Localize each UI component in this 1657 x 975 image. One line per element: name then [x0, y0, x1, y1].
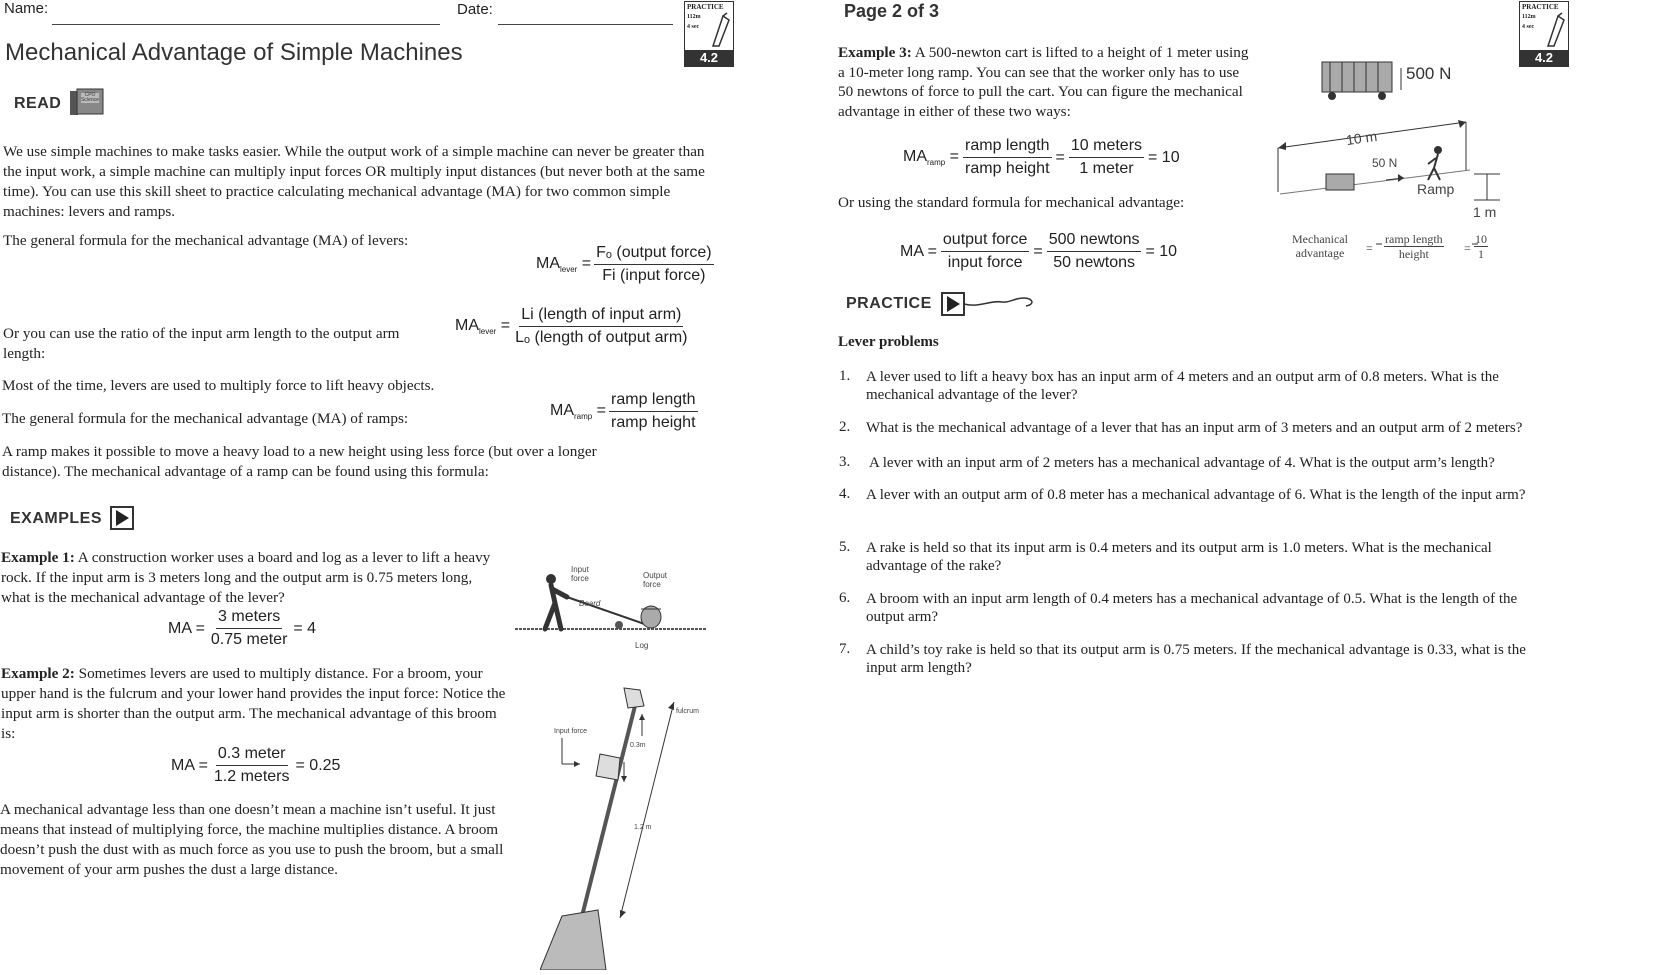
badge-practice: PRACTICE	[687, 3, 724, 11]
example3-label: Example 3:	[838, 44, 912, 61]
example3-equation1: $MA_{ramp}$ = $\frac{\text{ramp length}}{\text{ramp height}}$ = $\frac{\text{10 meters}}{\text{1 meter}}$ = 10	[903, 136, 1184, 179]
question-number: 7.	[839, 641, 851, 657]
page-title: Mechanical Advantage of Simple Machines	[5, 39, 463, 66]
f2-den: Lₒ (length of output arm)	[515, 329, 688, 346]
practice-heading: PRACTICE	[846, 295, 932, 312]
ramp-ma-label-line2: advantage	[1295, 246, 1345, 260]
ex3-eq2-num1: output force	[941, 230, 1030, 252]
name-field[interactable]	[52, 24, 440, 25]
question-number: 3.	[839, 454, 851, 470]
example1-label: Example 1:	[1, 549, 75, 566]
ramp-ma-den: height	[1398, 247, 1429, 261]
question-text: A lever used to lift a heavy box has an input arm of 4 meters and an output arm of 0.8 meters. What is the mechanical advantage of the lever?	[866, 369, 1499, 403]
ex3-eq1-den2: 1 meter	[1079, 160, 1134, 177]
ex3-eq1-num2: 10 meters	[1069, 136, 1144, 158]
broom-input-force-label: Input force	[554, 728, 588, 735]
ramp-ma-value-num: 10	[1475, 232, 1487, 246]
ex3-eq1-num1: ramp length	[963, 136, 1052, 158]
examples-heading: EXAMPLES	[10, 510, 103, 527]
ramp-ma-equals: =	[1366, 241, 1373, 255]
date-field[interactable]	[498, 24, 673, 25]
example1-equation	[168, 607, 320, 650]
ramp-length-label: 10 m	[1345, 127, 1379, 149]
broom-illustration	[540, 684, 720, 970]
ex3-eq1-sub: ramp	[927, 158, 946, 168]
question-number: 6.	[839, 590, 851, 606]
ramp-ma-num: ramp length	[1385, 232, 1443, 246]
ex3-eq2-den1: input force	[947, 254, 1023, 271]
lever-formula-intro: The general formula for the mechanical advantage (MA) of levers:	[3, 232, 409, 249]
question-text: A broom with an input arm length of 0.4 meters has a mechanical advantage of 0.5. What is the length of the output arm?	[866, 591, 1518, 625]
f2-sub: lever	[479, 327, 497, 337]
ex3-eq2-num2: 500 newtons	[1047, 230, 1142, 252]
example2-body: Sometimes levers are used to multiply distance. For a broom, your upper hand is the fulcrum and your lower hand provides the input force: Notice the input arm is shorter than the output arm. The mechanical advantage of this broom is:	[1, 665, 506, 742]
ramp-ma-value-den: 1	[1478, 247, 1484, 261]
question-number: 5.	[839, 539, 851, 555]
runner-icon-2	[1544, 12, 1566, 48]
ramp-note: A ramp makes it possible to move a heavy load to a new height using less force (but over a longer distance). The mechanical advantage of a ramp can be found using this formula:	[2, 443, 597, 480]
ex2-lhs: MA =	[171, 756, 208, 774]
f3-lhs: MA	[550, 401, 574, 419]
badge2-number: 4.2	[1520, 50, 1568, 66]
broom-fulcrum-label: fulcrum	[676, 708, 699, 715]
f1-sub: lever	[560, 265, 578, 275]
book-icon	[68, 88, 104, 116]
question-text: A lever with an input arm of 2 meters has a mechanical advantage of 4. What is the output arm’s length?	[869, 455, 1495, 471]
ramp-ma-equals-2: =	[1464, 241, 1471, 255]
date-label: Date:	[457, 1, 493, 18]
ex1-lhs: MA =	[168, 619, 205, 637]
ramp-illustration	[1270, 52, 1506, 274]
lever-input-force-label: Input force	[571, 565, 589, 583]
example1-body: A construction worker uses a board and log as a lever to lift a heavy rock. If the input arm is 3 meters long and the output arm is 0.75 meters long, what is the mechanical advantage of the lever?	[1, 549, 491, 606]
ex1-num: 3 meters	[216, 607, 282, 629]
play-arrow-icon	[110, 506, 134, 530]
example3-mid-text: Or using the standard formula for mechanical advantage:	[838, 194, 1185, 211]
question-text: A lever with an output arm of 0.8 meter has a mechanical advantage of 6. What is the length of the input arm?	[866, 487, 1526, 503]
ramp-ma-fraction	[1384, 232, 1444, 261]
question-text: What is the mechanical advantage of a lever that has an input arm of 3 meters and an output arm of 2 meters?	[866, 420, 1523, 436]
ex3-eq2-rhs: = 10	[1145, 242, 1178, 260]
f3-den: ramp height	[611, 414, 696, 431]
question-number: 1.	[839, 368, 851, 384]
badge-time: 4 sec	[687, 24, 700, 30]
question-text: A rake is held so that its input arm is 0.4 meters and its output arm is 1.0 meters. What is the mechanical advantage of the rake?	[866, 540, 1492, 574]
f2-lhs: MA	[455, 316, 479, 334]
badge2-distance: 112m	[1522, 14, 1536, 20]
ex3-eq1-lhs: MA	[903, 147, 927, 165]
ramp-ma-label	[1292, 232, 1348, 260]
ex3-eq2-lhs: MA =	[900, 242, 937, 260]
ramp-formula-intro: The general formula for the mechanical advantage (MA) of ramps:	[2, 410, 409, 427]
question-text: A child’s toy rake is held so that its output arm is 0.75 meters. If the mechanical advantage is 0.33, what is the input arm length?	[866, 642, 1526, 676]
badge2-time: 4 sec	[1522, 24, 1535, 30]
question-number: 4.	[839, 486, 851, 502]
example3-equation2: MA = $\frac{\text{output force}}{\text{input force}}$ = $\frac{\text{500 newtons}}{\text{50 newtons}}$ = 10	[900, 230, 1181, 273]
ex3-eq1-den1: ramp height	[965, 160, 1050, 177]
ramp-name-label: Ramp	[1417, 181, 1455, 197]
lever-log-label: Log	[635, 641, 649, 650]
broom-long-arm-label: 1.2 m	[634, 824, 652, 831]
read-heading: READ	[14, 95, 62, 112]
badge-number: 4.2	[685, 50, 733, 66]
f3-num: ramp length	[609, 390, 698, 412]
name-label: Name:	[4, 0, 49, 17]
intro-paragraph: We use simple machines to make tasks easier. While the output work of a simple machine can never be greater than the input work, a simple machine can multiply input forces OR multiply input distances (but never both at the same time). You can use this skill sheet to practice calculating mechanical advantage (MA) for two common simple machines: levers and ramps.	[3, 143, 705, 220]
lever-output-force-label: Output force	[643, 571, 668, 589]
practice-badge-2	[1519, 1, 1569, 67]
ramp-force-label: 50 N	[1372, 156, 1398, 170]
lever-board-label: Board	[579, 599, 601, 608]
example1-text	[1, 548, 501, 608]
example2-equation	[171, 744, 344, 787]
ramp-formula: $MA_{ramp}$ = $\frac{\text{ramp length}}{\text{ramp height}}$	[550, 391, 696, 431]
runner-icon	[709, 12, 731, 48]
f1-num: Fₒ (output force)	[594, 243, 713, 265]
question-number: 2.	[839, 419, 851, 435]
closing-paragraph: A mechanical advantage less than one doesn’t mean a machine isn’t useful. It just means that instead of multiplying force, the machine multiplies distance. A broom doesn’t push the dust with as much force as you use to push the broom, but a small movement of your arm pushes the dust a large distance.	[0, 801, 504, 878]
ex3-eq2-den2: 50 newtons	[1053, 254, 1136, 271]
levers-note: Most of the time, levers are used to multiply force to lift heavy objects.	[2, 377, 435, 394]
lever-ratio-intro: Or you can use the ratio of the input arm length to the output arm length:	[3, 325, 400, 362]
lever-illustration	[515, 563, 710, 655]
practice-badge	[684, 1, 734, 67]
lever-problems-heading: Lever problems	[838, 334, 939, 350]
ex2-rhs: = 0.25	[295, 756, 341, 774]
badge2-practice: PRACTICE	[1522, 3, 1559, 11]
lever-force-formula: $MA_{lever}$ = $\frac{\text{Fₒ (output force)}}{\text{Fi (input force)}}$	[536, 244, 712, 284]
page-number: Page 2 of 3	[844, 1, 940, 21]
ex2-den: 1.2 meters	[213, 768, 290, 785]
ex2-num: 0.3 meter	[216, 744, 288, 766]
f2-num: Li (length of input arm)	[519, 305, 683, 327]
lever-arm-formula: $MA_{lever}$ = $\frac{\text{Li (length of input arm)}}{\text{Lₒ (length of output arm)}}$	[455, 306, 688, 346]
ex1-rhs: = 4	[293, 619, 317, 637]
broom-short-arm-label: 0.3m	[630, 742, 646, 749]
pencil-arrow-icon	[940, 290, 1040, 318]
ramp-weight-label: 500 N	[1406, 64, 1452, 83]
example2-label: Example 2:	[1, 665, 75, 682]
f3-sub: ramp	[574, 412, 593, 422]
ramp-ma-label-line1: Mechanical	[1292, 232, 1348, 246]
ramp-height-label: 1 m	[1473, 204, 1497, 220]
example3-text	[838, 43, 1258, 121]
ex3-eq1-rhs: = 10	[1148, 148, 1180, 166]
badge-distance: 112m	[687, 14, 701, 20]
f1-lhs: MA	[536, 254, 560, 272]
ex1-den: 0.75 meter	[210, 631, 288, 648]
f1-den: Fi (input force)	[602, 267, 706, 284]
example2-text	[1, 664, 509, 744]
book-icon-label: CPO Science	[81, 92, 99, 103]
ramp-ma-value	[1474, 232, 1488, 261]
example3-body: A 500-newton cart is lifted to a height of 1 meter using a 10-meter long ramp. You can see that the worker only has to use 50 newtons of force to pull the cart. You can figure the mechanical advantage in either of these two ways:	[838, 44, 1249, 120]
